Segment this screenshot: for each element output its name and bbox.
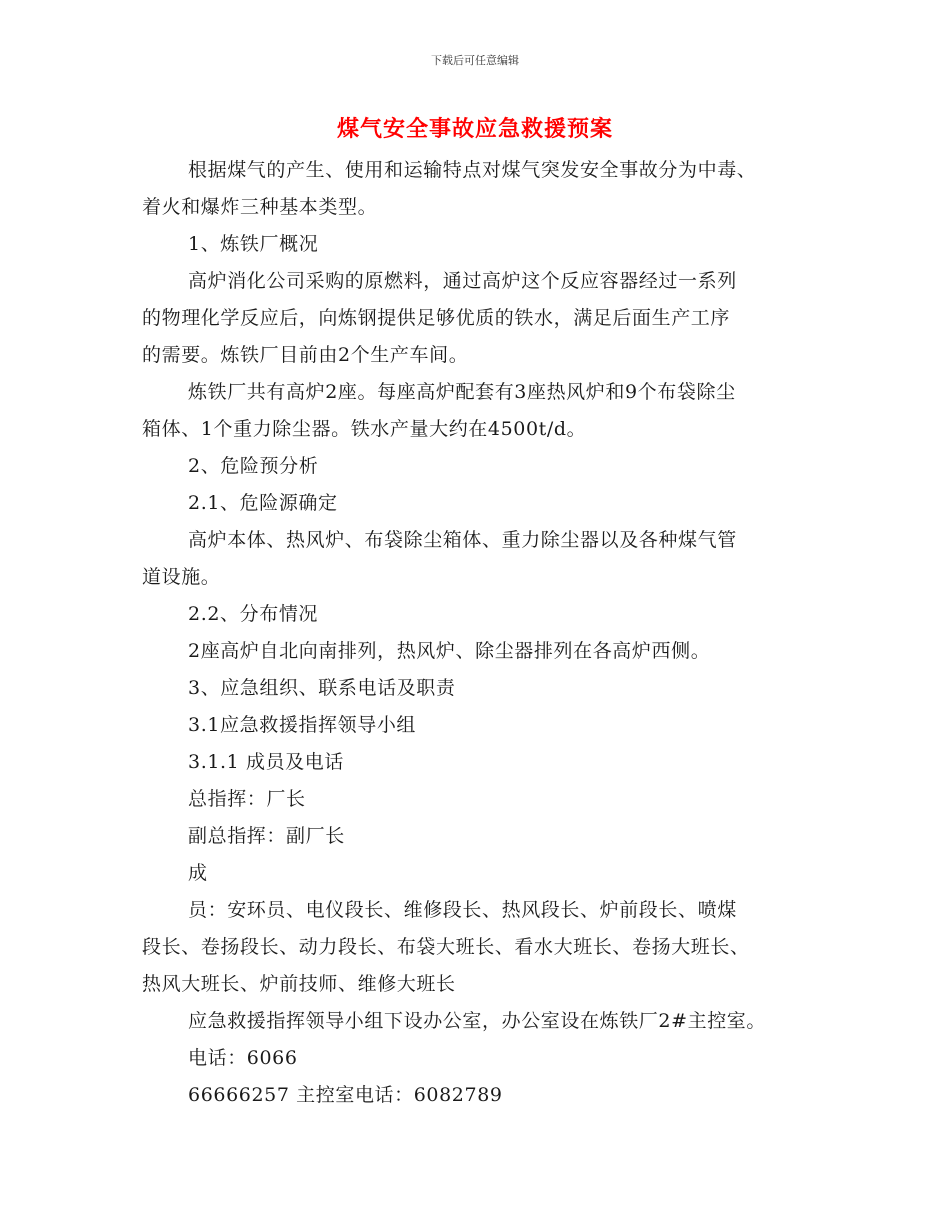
paragraph-line: 总指挥：厂长	[188, 788, 306, 810]
header-note: 下载后可任意编辑	[431, 54, 519, 67]
paragraph-line: 炼铁厂共有高炉2座。每座高炉配套有3座热风炉和9个布袋除尘	[188, 381, 736, 403]
section-heading: 2、危险预分析	[188, 455, 319, 477]
subsection-heading: 3.1应急救援指挥领导小组	[188, 714, 417, 736]
paragraph-line: 66666257 主控室电话：6082789	[188, 1084, 503, 1106]
paragraph-line: 根据煤气的产生、使用和运输特点对煤气突发安全事故分为中毒、	[188, 159, 757, 181]
paragraph-line: 副总指挥：副厂长	[188, 825, 345, 847]
paragraph-line: 应急救援指挥领导小组下设办公室，办公室设在炼铁厂2#主控室。	[188, 1010, 767, 1032]
section-heading: 1、炼铁厂概况	[188, 233, 319, 255]
paragraph-line: 的需要。炼铁厂目前由2个生产车间。	[142, 344, 469, 366]
document-title: 煤气安全事故应急救援预案	[336, 117, 613, 142]
paragraph-line: 电话：6066	[188, 1047, 298, 1069]
document-body	[142, 152, 822, 1114]
subsection-heading: 3.1.1 成员及电话	[188, 751, 344, 773]
paragraph-line: 箱体、1个重力除尘器。铁水产量大约在4500t/d。	[142, 418, 587, 440]
paragraph-line: 成	[188, 862, 208, 884]
paragraph-line: 高炉本体、热风炉、布袋除尘箱体、重力除尘器以及各种煤气管	[188, 529, 737, 551]
paragraph-line: 段长、卷扬段长、动力段长、布袋大班长、看水大班长、卷扬大班长、	[142, 936, 750, 958]
subsection-heading: 2.1、危险源确定	[188, 492, 338, 514]
paragraph-line: 2座高炉自北向南排列，热风炉、除尘器排列在各高炉西侧。	[188, 640, 711, 662]
paragraph-line: 热风大班长、炉前技师、维修大班长	[142, 973, 456, 995]
paragraph-line: 着火和爆炸三种基本类型。	[142, 196, 378, 218]
paragraph-line: 道设施。	[142, 566, 221, 588]
paragraph-line: 高炉消化公司采购的原燃料，通过高炉这个反应容器经过一系列	[188, 270, 737, 292]
section-heading: 3、应急组织、联系电话及职责	[188, 677, 456, 699]
paragraph-line: 员：安环员、电仪段长、维修段长、热风段长、炉前段长、喷煤	[188, 899, 737, 921]
subsection-heading: 2.2、分布情况	[188, 603, 319, 625]
paragraph-line: 的物理化学反应后，向炼钢提供足够优质的铁水，满足后面生产工序	[142, 307, 731, 329]
